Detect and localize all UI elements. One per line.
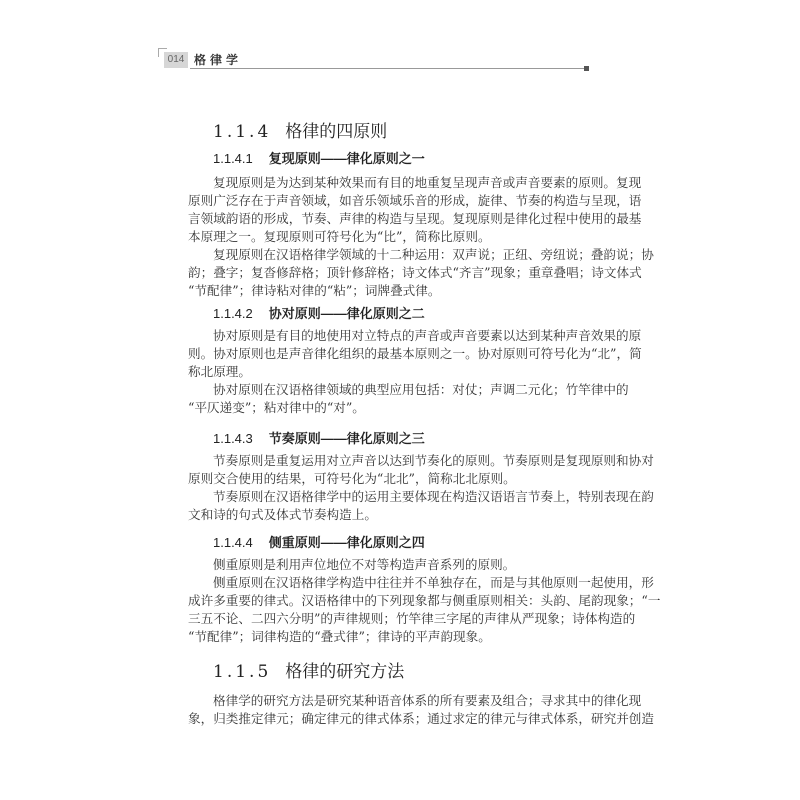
text-line: 原则交合使用的结果，可符号化为“北北”，简称北北原则。 xyxy=(188,471,516,486)
text-line: “节配律”；词律构造的“叠式律”；律诗的平声韵现象。 xyxy=(188,629,491,644)
paragraph xyxy=(188,488,654,524)
text-line: 文和诗的句式及体式节奏构造上。 xyxy=(188,507,377,522)
section-heading: 1.1.4 格律的四原则 xyxy=(213,122,388,142)
paragraph xyxy=(188,174,642,246)
text-line: 象，归类推定律元；确定律元的律式体系；通过求定的律元与律式体系，研究并创造 xyxy=(188,711,654,726)
text-line: 格律学的研究方法是研究某种语音体系的所有要素及组合；寻求其中的律化现 xyxy=(213,693,642,708)
header-rule-end-mark xyxy=(584,66,589,71)
text-line: 复现原则是为达到某种效果而有目的地重复呈现声音或声音要素的原则。复现 xyxy=(213,175,642,190)
text-line: 本原理之一。复现原则可符号化为“比”，简称比原则。 xyxy=(188,229,491,244)
section-heading: 1.1.5 格律的研究方法 xyxy=(213,662,405,682)
paragraph xyxy=(188,246,654,300)
text-line: 三五不论、二四六分明”的声律规则；竹竿律三字尾的声律从严现象；诗体构造的 xyxy=(188,611,636,626)
text-line: 称北原理。 xyxy=(188,364,251,379)
text-line: 侧重原则是利用声位地位不对等构造声音系列的原则。 xyxy=(213,557,516,572)
text-line: 韵；叠字；复沓修辞格；顶针修辞格；诗文体式“齐言”现象；重章叠唱；诗文体式 xyxy=(188,265,642,280)
text-line: “平仄递变”；粘对律中的“对”。 xyxy=(188,400,365,415)
text-line: 言领域韵语的形成，节奏、声律的构造与呈现。复现原则是律化过程中使用的最基 xyxy=(188,211,642,226)
text-line: 节奏原则是重复运用对立声音以达到节奏化的原则。节奏原则是复现原则和协对 xyxy=(213,453,654,468)
page-number: 014 xyxy=(164,52,188,68)
paragraph xyxy=(188,556,588,574)
paragraph xyxy=(188,452,654,488)
text-line: 原则广泛存在于声音领域，如音乐领域乐音的形成，旋律、节奏的构造与呈现，语 xyxy=(188,193,642,208)
paragraph xyxy=(188,381,629,417)
text-line: 则。协对原则也是声音律化组织的最基本原则之一。协对原则可符号化为“北”，简 xyxy=(188,346,642,361)
subsection-heading: 1.1.4.3 节奏原则——律化原则之三 xyxy=(213,431,425,446)
paragraph xyxy=(188,574,661,646)
running-header-title: 格律学 xyxy=(194,53,243,67)
text-line: 成许多重要的律式。汉语格律中的下列现象都与侧重原则相关：头韵、尾韵现象；“一 xyxy=(188,593,661,608)
text-line: 侧重原则在汉语格律学构造中往往并不单独存在，而是与其他原则一起使用，形 xyxy=(213,575,654,590)
text-line: “节配律”；律诗粘对律的“粘”；词牌叠式律。 xyxy=(188,283,441,298)
text-line: 复现原则在汉语格律学领域的十二种运用：双声说；正纽、旁纽说；叠韵说；协 xyxy=(213,247,654,262)
text-line: 协对原则是有目的地使用对立特点的声音或声音要素以达到某种声音效果的原 xyxy=(213,328,642,343)
text-line: 节奏原则在汉语格律学中的运用主要体现在构造汉语语言节奏上，特别表现在韵 xyxy=(213,489,654,504)
subsection-heading: 1.1.4.2 协对原则——律化原则之二 xyxy=(213,306,425,321)
text-line: 协对原则在汉语格律领域的典型应用包括：对仗；声调二元化；竹竿律中的 xyxy=(213,382,629,397)
subsection-heading: 1.1.4.1 复现原则——律化原则之一 xyxy=(213,151,425,166)
paragraph xyxy=(188,327,642,381)
header-rule xyxy=(190,68,585,69)
paragraph xyxy=(188,692,654,728)
subsection-heading: 1.1.4.4 侧重原则——律化原则之四 xyxy=(213,535,425,550)
